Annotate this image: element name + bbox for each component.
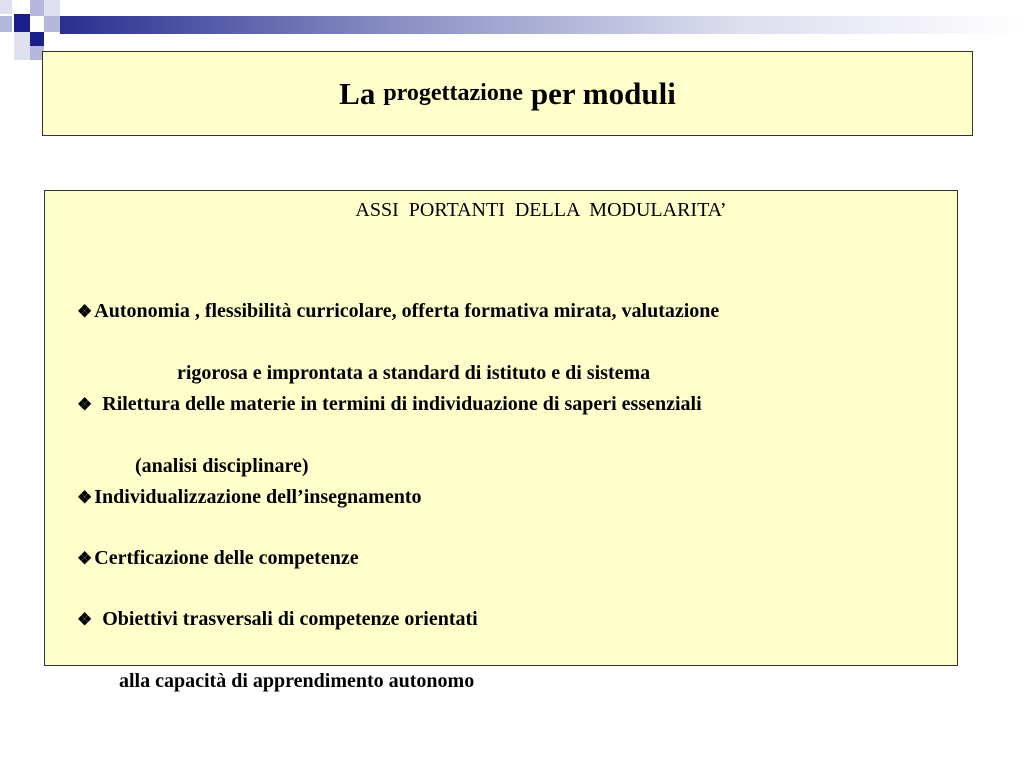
list-item-line-1: Rilettura delle materie in termini di individuazione di saperi essenziali bbox=[102, 393, 702, 415]
four-diamond-bullet-icon: ❖ bbox=[77, 610, 93, 629]
list-item-line-2: alla capacità di apprendimento autonomo bbox=[119, 670, 475, 692]
list-item-line-1: Certficazione delle competenze bbox=[94, 547, 359, 569]
title-part-3: per moduli bbox=[530, 75, 676, 111]
list-item-line-2: rigorosa e improntata a standard di istituto e di sistema bbox=[177, 362, 651, 384]
section-heading: ASSI PORTANTI DELLA MODULARITA’ bbox=[355, 199, 727, 221]
header-gradient-bar bbox=[60, 16, 1024, 34]
list-item-line-1: Autonomia , flessibilità curricolare, offerta formativa mirata, valutazione bbox=[94, 300, 720, 322]
four-diamond-bullet-icon: ❖ bbox=[77, 302, 93, 321]
four-diamond-bullet-icon: ❖ bbox=[77, 488, 93, 507]
title-part-2: progettazione bbox=[383, 80, 523, 106]
four-diamond-bullet-icon: ❖ bbox=[77, 395, 93, 414]
list-item-line-2: (analisi disciplinare) bbox=[135, 455, 309, 477]
title-box bbox=[42, 51, 973, 136]
four-diamond-bullet-icon: ❖ bbox=[77, 549, 93, 568]
title-part-1: La bbox=[339, 75, 376, 111]
list-item-line-1: Obiettivi trasversali di competenze orientati bbox=[102, 608, 478, 630]
list-item-line-1: Individualizzazione dell’insegnamento bbox=[94, 486, 422, 508]
content-box bbox=[44, 190, 958, 692]
list-item bbox=[57, 573, 478, 728]
